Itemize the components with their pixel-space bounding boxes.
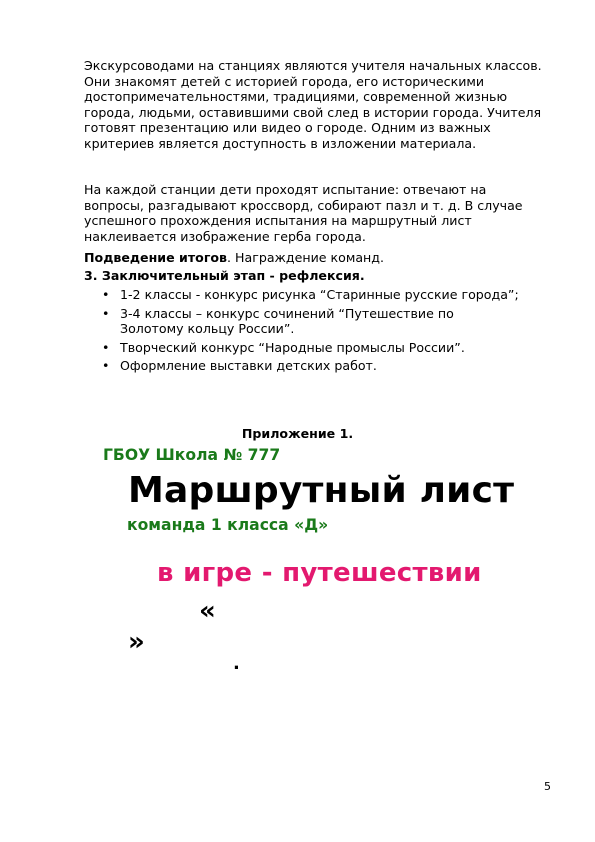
bullet-icon: • [102, 339, 110, 355]
closing-quote: » [128, 627, 145, 657]
list-item-text: 3-4 классы – конкурс сочинений “Путешествие по Золотому кольцу России”. [120, 305, 454, 337]
bullet-list [100, 287, 520, 377]
bullet-icon: • [102, 358, 110, 374]
opening-quote: « [199, 596, 216, 626]
summary-bold: Подведение итогов [84, 250, 228, 265]
list-item-text: 1-2 классы - конкурс рисунка “Старинные русские города”; [120, 287, 519, 302]
bullet-icon: • [102, 305, 110, 321]
game-subtitle: в игре - путешествии [157, 558, 482, 588]
summary-rest: . Награждение команд. [227, 250, 384, 265]
paragraph-stations: На каждой станции дети проходят испытание: отвечают на вопросы, разгадывают кроссворд, собирают пазл и т. д. В случае успешного прохождения испытания на маршрутный лист наклеивается изображение герба города. [84, 182, 523, 244]
paragraph-guides: Экскурсоводами на станциях являются учителя начальных классов. Они знакомят детей с историей города, его историческими достопримечательностями, традициями, современной жизнью города, людьми, оставившими свой след в истории города. Учителя готовят презентацию или видео о городе. Одним из важных критериев является доступность в изложении материала. [84, 58, 542, 151]
list-item [100, 358, 520, 374]
summary-line [84, 250, 384, 266]
list-item-text: Творческий конкурс “Народные промыслы России”. [120, 339, 465, 355]
team-label: команда 1 класса «Д» [127, 516, 329, 534]
list-item [100, 306, 520, 337]
appendix-label: Приложение 1. [241, 426, 354, 441]
list-item [100, 340, 520, 356]
stage-3-heading: 3. Заключительный этап - рефлексия. [84, 268, 365, 283]
bullet-icon: • [102, 287, 110, 302]
page-number: 5 [544, 780, 551, 793]
list-item [100, 287, 520, 303]
list-item-text: Оформление выставки детских работ. [120, 358, 377, 374]
page-title: Маршрутный лист [128, 470, 515, 511]
period-mark: . [233, 653, 240, 674]
school-name: ГБОУ Школа № 777 [103, 446, 281, 464]
